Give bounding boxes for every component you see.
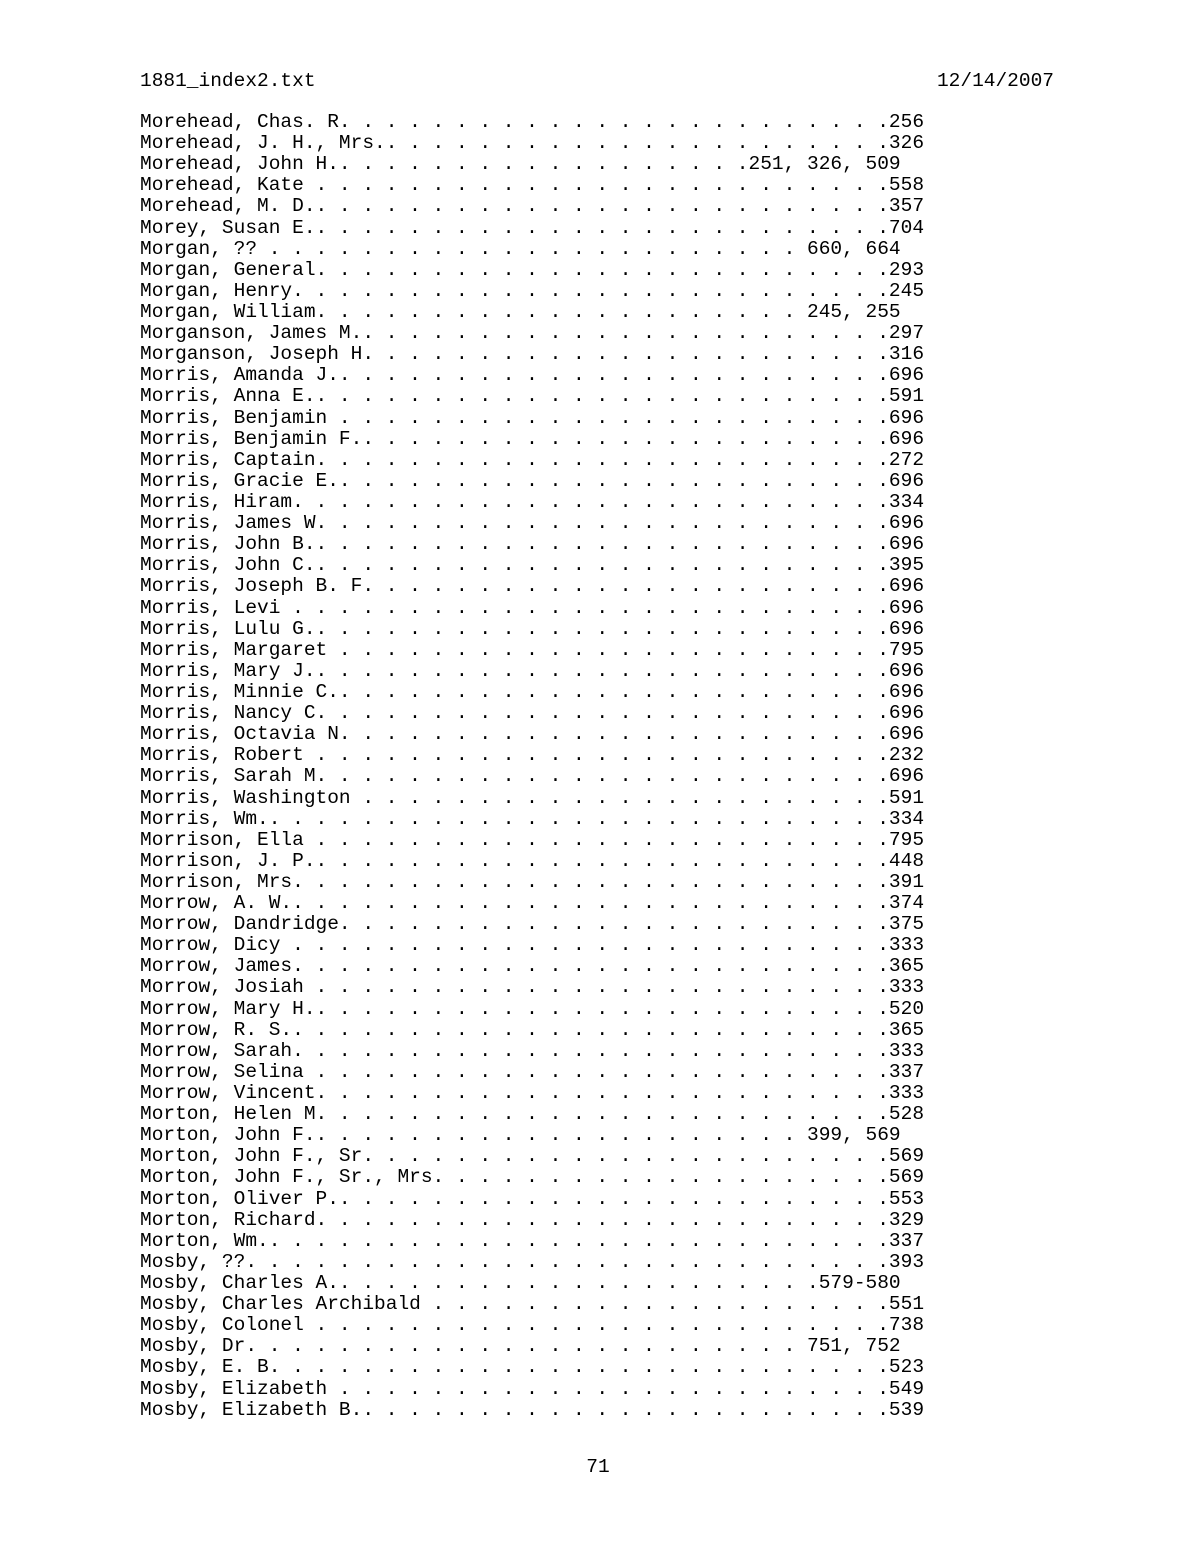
index-entry: Morrison, J. P.. . . . . . . . . . . . . . . . . . . . . . . . .448 — [140, 849, 925, 872]
index-entry: Morris, Minnie C.. . . . . . . . . . . . . . . . . . . . . . . .696 — [140, 680, 925, 703]
index-entry: Morris, Captain. . . . . . . . . . . . . . . . . . . . . . . . .272 — [140, 448, 925, 471]
index-entry: Morris, Benjamin F.. . . . . . . . . . . . . . . . . . . . . . .696 — [140, 427, 925, 450]
index-entry: Morrow, James. . . . . . . . . . . . . . . . . . . . . . . . . .365 — [140, 955, 925, 978]
index-entry: Morris, Mary J.. . . . . . . . . . . . . . . . . . . . . . . . .696 — [140, 659, 925, 682]
index-entry: Morganson, Joseph H. . . . . . . . . . . . . . . . . . . . . . .316 — [140, 343, 925, 366]
index-entry: Morris, Lulu G.. . . . . . . . . . . . . . . . . . . . . . . . .696 — [140, 617, 925, 640]
index-entry: Morgan, General. . . . . . . . . . . . . . . . . . . . . . . . .293 — [140, 258, 925, 281]
index-entry: Morrison, Ella . . . . . . . . . . . . . . . . . . . . . . . . .795 — [140, 828, 925, 851]
index-entry: Morris, Nancy C. . . . . . . . . . . . . . . . . . . . . . . . .696 — [140, 702, 925, 725]
index-entry: Morehead, John H.. . . . . . . . . . . . . . . . . .251, 326, 509 — [140, 153, 901, 176]
index-entry: Morehead, M. D.. . . . . . . . . . . . . . . . . . . . . . . . .357 — [140, 195, 925, 218]
index-entry: Morris, Joseph B. F. . . . . . . . . . . . . . . . . . . . . . .696 — [140, 575, 925, 598]
index-entry: Morehead, Kate . . . . . . . . . . . . . . . . . . . . . . . . .558 — [140, 174, 925, 197]
index-entry: Morris, Anna E.. . . . . . . . . . . . . . . . . . . . . . . . .591 — [140, 385, 925, 408]
index-entry: Morris, John C.. . . . . . . . . . . . . . . . . . . . . . . . .395 — [140, 554, 925, 577]
index-entry: Morris, Washington . . . . . . . . . . . . . . . . . . . . . . .591 — [140, 786, 925, 809]
index-entry: Morris, John B.. . . . . . . . . . . . . . . . . . . . . . . . .696 — [140, 533, 925, 556]
page-number: 71 — [586, 1456, 610, 1478]
index-entry: Morris, Wm.. . . . . . . . . . . . . . . . . . . . . . . . . . .334 — [140, 807, 925, 830]
index-entry: Morton, John F.. . . . . . . . . . . . . . . . . . . . . 399, 569 — [140, 1124, 901, 1147]
index-entry: Morton, John F., Sr., Mrs. . . . . . . . . . . . . . . . . . . .569 — [140, 1166, 925, 1189]
index-entry: Morrow, Dandridge. . . . . . . . . . . . . . . . . . . . . . . .375 — [140, 913, 925, 936]
index-entry: Morrow, A. W.. . . . . . . . . . . . . . . . . . . . . . . . . .374 — [140, 892, 925, 915]
index-entry: Mosby, Elizabeth . . . . . . . . . . . . . . . . . . . . . . . .549 — [140, 1377, 925, 1400]
index-entry: Morgan, ?? . . . . . . . . . . . . . . . . . . . . . . . 660, 664 — [140, 237, 901, 260]
index-entry: Morrow, Selina . . . . . . . . . . . . . . . . . . . . . . . . .337 — [140, 1060, 925, 1083]
index-entry: Morris, Sarah M. . . . . . . . . . . . . . . . . . . . . . . . .696 — [140, 765, 925, 788]
index-entry: Morrow, R. S.. . . . . . . . . . . . . . . . . . . . . . . . . .365 — [140, 1018, 925, 1041]
index-entry: Morehead, Chas. R. . . . . . . . . . . . . . . . . . . . . . . .256 — [140, 111, 925, 133]
index-entry: Mosby, ??. . . . . . . . . . . . . . . . . . . . . . . . . . . .393 — [140, 1250, 925, 1273]
index-entry: Morrow, Vincent. . . . . . . . . . . . . . . . . . . . . . . . .333 — [140, 1082, 925, 1105]
index-entry: Morrow, Mary H.. . . . . . . . . . . . . . . . . . . . . . . . .520 — [140, 997, 925, 1020]
index-entry: Morton, John F., Sr. . . . . . . . . . . . . . . . . . . . . . .569 — [140, 1145, 925, 1168]
index-entry: Morris, James W. . . . . . . . . . . . . . . . . . . . . . . . .696 — [140, 512, 925, 535]
index-entry: Mosby, Charles A.. . . . . . . . . . . . . . . . . . . . .579-580 — [140, 1272, 901, 1295]
index-entry: Morton, Helen M. . . . . . . . . . . . . . . . . . . . . . . . .528 — [140, 1103, 925, 1126]
index-entry: Morganson, James M.. . . . . . . . . . . . . . . . . . . . . . .297 — [140, 322, 925, 345]
index-entry: Morehead, J. H., Mrs.. . . . . . . . . . . . . . . . . . . . . .326 — [140, 132, 925, 155]
index-entry: Morris, Levi . . . . . . . . . . . . . . . . . . . . . . . . . .696 — [140, 596, 925, 619]
index-entry: Morris, Amanda J.. . . . . . . . . . . . . . . . . . . . . . . .696 — [140, 364, 925, 387]
index-entry: Morton, Richard. . . . . . . . . . . . . . . . . . . . . . . . .329 — [140, 1208, 925, 1231]
index-entry: Morris, Robert . . . . . . . . . . . . . . . . . . . . . . . . .232 — [140, 744, 925, 767]
index-entry: Morris, Octavia N. . . . . . . . . . . . . . . . . . . . . . . .696 — [140, 723, 925, 746]
index-entry: Morrow, Sarah. . . . . . . . . . . . . . . . . . . . . . . . . .333 — [140, 1039, 925, 1062]
index-entry: Mosby, Charles Archibald . . . . . . . . . . . . . . . . . . . .551 — [140, 1293, 925, 1316]
index-entry: Morrison, Mrs. . . . . . . . . . . . . . . . . . . . . . . . . .391 — [140, 870, 925, 893]
header-filename: 1881_index2.txt — [140, 70, 316, 92]
index-list — [140, 112, 924, 1421]
index-entry: Morton, Oliver P.. . . . . . . . . . . . . . . . . . . . . . . .553 — [140, 1187, 925, 1210]
index-entry: Morgan, Henry. . . . . . . . . . . . . . . . . . . . . . . . . .245 — [140, 279, 925, 302]
index-entry: Morton, Wm.. . . . . . . . . . . . . . . . . . . . . . . . . . .337 — [140, 1229, 925, 1252]
index-entry: Mosby, Dr. . . . . . . . . . . . . . . . . . . . . . . . 751, 752 — [140, 1335, 901, 1358]
index-entry: Mosby, Elizabeth B.. . . . . . . . . . . . . . . . . . . . . . .539 — [140, 1398, 925, 1421]
index-entry: Morris, Hiram. . . . . . . . . . . . . . . . . . . . . . . . . .334 — [140, 490, 925, 513]
index-entry: Morrow, Josiah . . . . . . . . . . . . . . . . . . . . . . . . .333 — [140, 976, 925, 999]
index-entry: Morris, Gracie E.. . . . . . . . . . . . . . . . . . . . . . . .696 — [140, 469, 925, 492]
index-entry: Mosby, Colonel . . . . . . . . . . . . . . . . . . . . . . . . .738 — [140, 1314, 925, 1337]
index-entry: Morris, Benjamin . . . . . . . . . . . . . . . . . . . . . . . .696 — [140, 406, 925, 429]
header-date: 12/14/2007 — [936, 70, 1054, 92]
index-entry: Morris, Margaret . . . . . . . . . . . . . . . . . . . . . . . .795 — [140, 638, 925, 661]
index-entry: Morgan, William. . . . . . . . . . . . . . . . . . . . . 245, 255 — [140, 300, 901, 323]
index-entry: Morrow, Dicy . . . . . . . . . . . . . . . . . . . . . . . . . .333 — [140, 934, 925, 957]
index-entry: Morey, Susan E.. . . . . . . . . . . . . . . . . . . . . . . . .704 — [140, 216, 925, 239]
index-entry: Mosby, E. B. . . . . . . . . . . . . . . . . . . . . . . . . . .523 — [140, 1356, 925, 1379]
